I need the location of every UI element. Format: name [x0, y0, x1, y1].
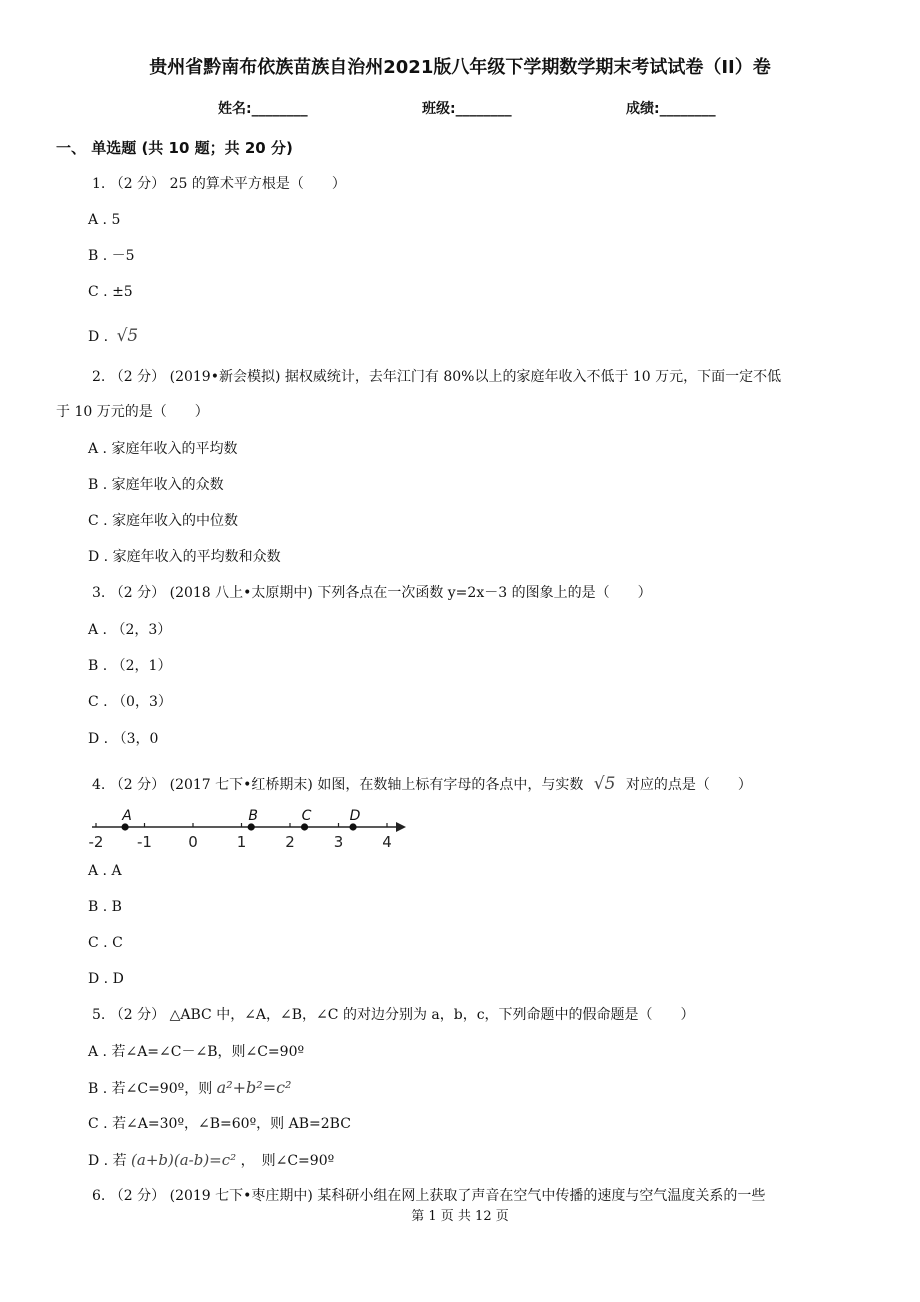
- score-field: 成绩:________: [626, 101, 716, 117]
- question-1-stem: 1. （2 分） 25 的算术平方根是（ ）: [92, 176, 346, 192]
- option-d-label: D .: [88, 329, 109, 345]
- number-line-tick-label: -1: [137, 833, 152, 851]
- difference-of-squares-formula: (a+b)(a-b)=c²: [131, 1151, 237, 1169]
- question-1-option-a: A . 5: [88, 212, 121, 228]
- number-line-tick-label: 4: [382, 833, 392, 851]
- number-line-point-label: C: [301, 808, 312, 824]
- question-2-stem-line1: 2. （2 分） (2019•新会模拟) 据权威统计，去年江门有 80%以上的家庭年收入不低于 10 万元，下面一定不低: [92, 369, 782, 385]
- question-4-stem-after: 对应的点是（ ）: [625, 777, 752, 793]
- question-3-option-a: A . （2，3）: [88, 622, 172, 638]
- number-line-point: [122, 823, 129, 830]
- question-4-option-c: C . C: [88, 935, 123, 951]
- question-4-stem: [92, 774, 752, 795]
- number-line-tick-label: -2: [88, 833, 104, 851]
- question-1-option-b: B . －5: [88, 248, 135, 264]
- number-line-point-label: D: [349, 808, 361, 824]
- number-line-tick-label: 2: [285, 833, 295, 851]
- question-1-option-c: C . ±5: [88, 284, 133, 300]
- option-d-tail: ， 则∠C=90º: [240, 1153, 335, 1169]
- question-3-option-c: C . （0，3）: [88, 694, 172, 710]
- question-4-option-a: A . A: [88, 863, 122, 879]
- question-5-stem: 5. （2 分） △ABC 中，∠A，∠B，∠C 的对边分别为 a，b，c，下列命题中的假命题是（ ）: [92, 1007, 695, 1023]
- number-line-point-label: B: [248, 808, 259, 824]
- question-2-stem-line2: 于 10 万元的是（ ）: [56, 404, 209, 420]
- question-5-option-a: A . 若∠A=∠C－∠B，则∠C=90º: [88, 1044, 305, 1060]
- option-d-label: D . 若: [88, 1153, 127, 1169]
- page-footer: 第 1 页 共 12 页: [411, 1209, 509, 1224]
- question-3-option-b: B . （2，1）: [88, 658, 172, 674]
- question-4-option-d: D . D: [88, 971, 124, 987]
- question-5-option-b: [88, 1078, 291, 1099]
- question-5-option-c: C . 若∠A=30º，∠B=60º，则 AB=2BC: [88, 1116, 351, 1132]
- class-field: 班级:________: [422, 101, 512, 117]
- number-line-tick-label: 0: [188, 833, 198, 851]
- number-line-tick-label: 1: [236, 833, 247, 851]
- question-4-option-b: B . B: [88, 899, 122, 915]
- question-1-option-d: [88, 326, 138, 347]
- number-line-figure: [80, 800, 420, 856]
- number-line-arrow: [396, 822, 406, 832]
- question-2-option-c: C . 家庭年收入的中位数: [88, 513, 239, 529]
- question-3-option-d: D . （3，0: [88, 731, 159, 747]
- number-line-tick-label: 3: [333, 833, 344, 851]
- option-b-label: B . 若∠C=90º，则: [88, 1081, 213, 1097]
- name-field: 姓名:________: [218, 101, 308, 117]
- section-heading: 一、 单选题 (共 10 题；共 20 分): [56, 139, 293, 157]
- question-4-stem-before: 4. （2 分） (2017 七下•红桥期末) 如图，在数轴上标有字母的各点中，与实数: [92, 777, 584, 793]
- number-line-point: [349, 823, 356, 830]
- number-line-point: [248, 823, 255, 830]
- question-2-option-a: A . 家庭年收入的平均数: [88, 441, 238, 457]
- question-2-option-d: D . 家庭年收入的平均数和众数: [88, 549, 281, 565]
- question-5-option-d: [88, 1150, 334, 1171]
- number-line-point: [301, 823, 308, 830]
- question-2-option-b: B . 家庭年收入的众数: [88, 477, 224, 493]
- number-line-point-label: A: [122, 808, 132, 824]
- question-3-stem: 3. （2 分） (2018 八上•太原期中) 下列各点在一次函数 y=2x－3 的图象上的是（ ）: [92, 585, 652, 601]
- sqrt5-formula: √5: [593, 774, 616, 794]
- pythagoras-formula: a²+b²=c²: [216, 1078, 292, 1097]
- page-title: 贵州省黔南布依族苗族自治州2021版八年级下学期数学期末考试试卷（II）卷: [149, 57, 771, 78]
- sqrt5-formula: √5: [116, 326, 139, 346]
- question-6-stem: 6. （2 分） (2019 七下•枣庄期中) 某科研小组在网上获取了声音在空气中传播的速度与空气温度关系的一些: [92, 1188, 766, 1204]
